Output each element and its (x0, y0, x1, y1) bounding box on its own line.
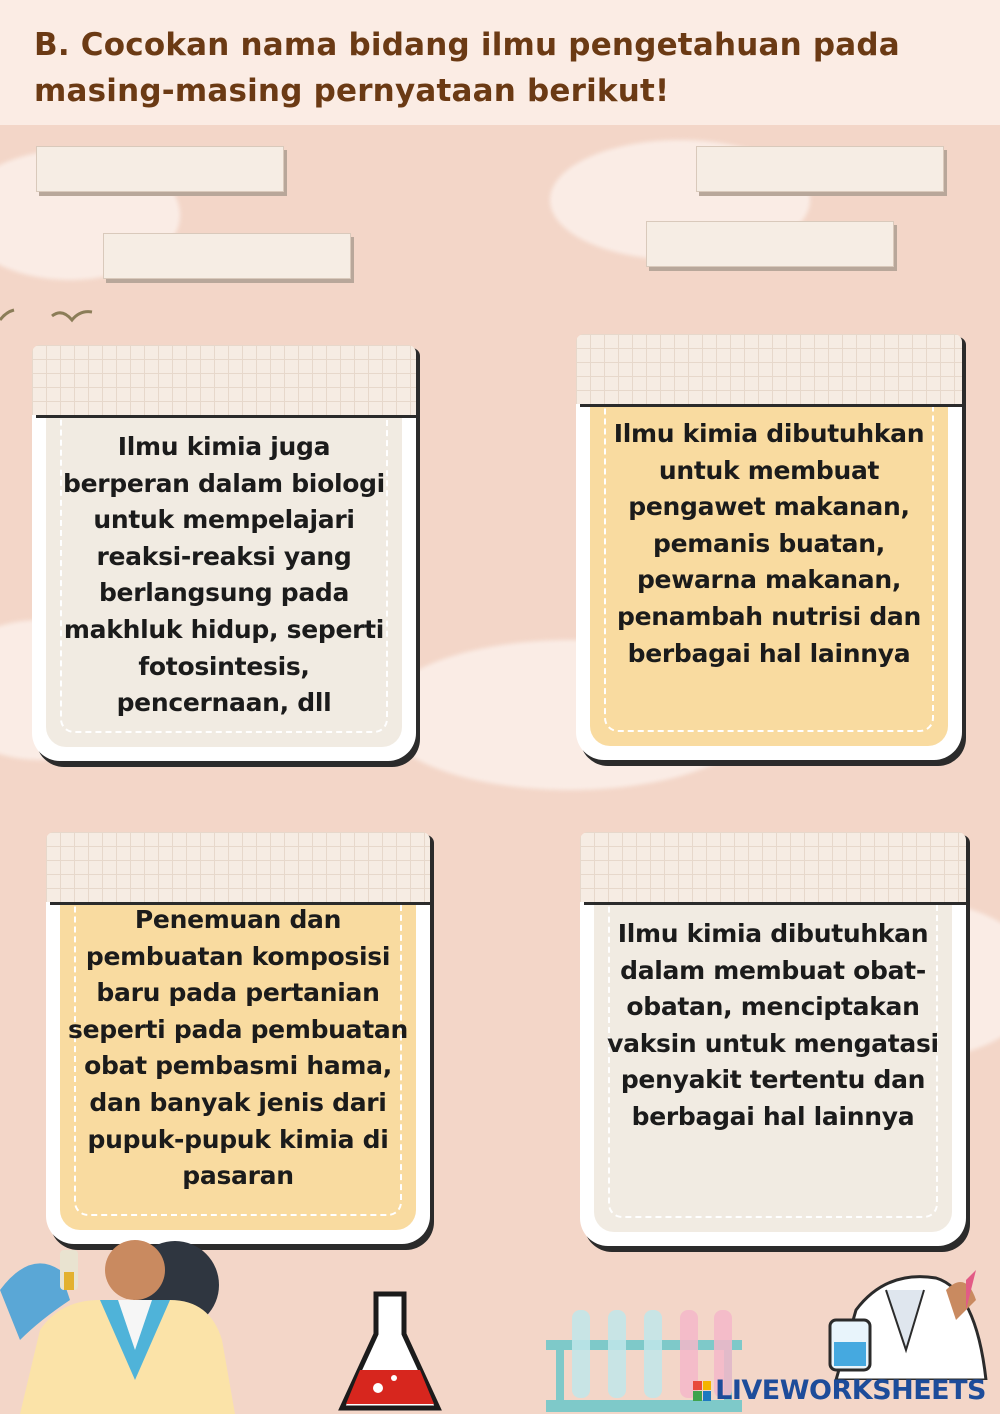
scientist-right-illustration (826, 1250, 996, 1380)
card-text: Ilmu kimia juga berperan dalam biologi untuk mempelajari reaksi-reaksi yang berlangsung pada makhluk hidup, seperti fotosintesis, pencernaan, dll (63, 432, 385, 718)
answer-box-4[interactable] (646, 221, 894, 267)
statement-card-2 (576, 334, 962, 760)
answer-box-2[interactable] (696, 146, 944, 192)
card-label-drop-zone[interactable] (580, 832, 966, 902)
statement-card-1 (32, 345, 416, 761)
answer-box-3[interactable] (103, 233, 351, 279)
birds-icon (0, 300, 100, 340)
card-label-drop-zone[interactable] (576, 334, 962, 404)
card-text: Ilmu kimia dibutuhkan dalam membuat obat-obatan, menciptakan vaksin untuk mengatasi penyakit tertentu dan berbagai hal lainnya (607, 919, 939, 1131)
statement-card-3 (46, 832, 430, 1244)
liveworksheets-logo-icon (693, 1381, 711, 1401)
brand-name: LIVEWORKSHEETS (715, 1375, 986, 1406)
flask-icon (338, 1290, 442, 1414)
statement-card-4 (580, 832, 966, 1246)
card-text: Ilmu kimia dibutuhkan untuk membuat pengawet makanan, pemanis buatan, pewarna makanan, penambah nutrisi dan berbagai hal lainnya (613, 419, 925, 668)
answer-box-1[interactable] (36, 146, 284, 192)
card-text: Penemuan dan pembuatan komposisi baru pada pertanian seperti pada pembuatan obat pembasmi hama, dan banyak jenis dari pupuk-pupuk kimia di pasaran (68, 905, 408, 1191)
card-label-drop-zone[interactable] (32, 345, 416, 415)
scientist-illustration (0, 1230, 240, 1414)
page-title: B. Cocokan nama bidang ilmu pengetahuan pada masing-masing pernyataan berikut! (34, 27, 900, 109)
card-label-drop-zone[interactable] (46, 832, 430, 902)
liveworksheets-brand[interactable] (693, 1375, 986, 1406)
